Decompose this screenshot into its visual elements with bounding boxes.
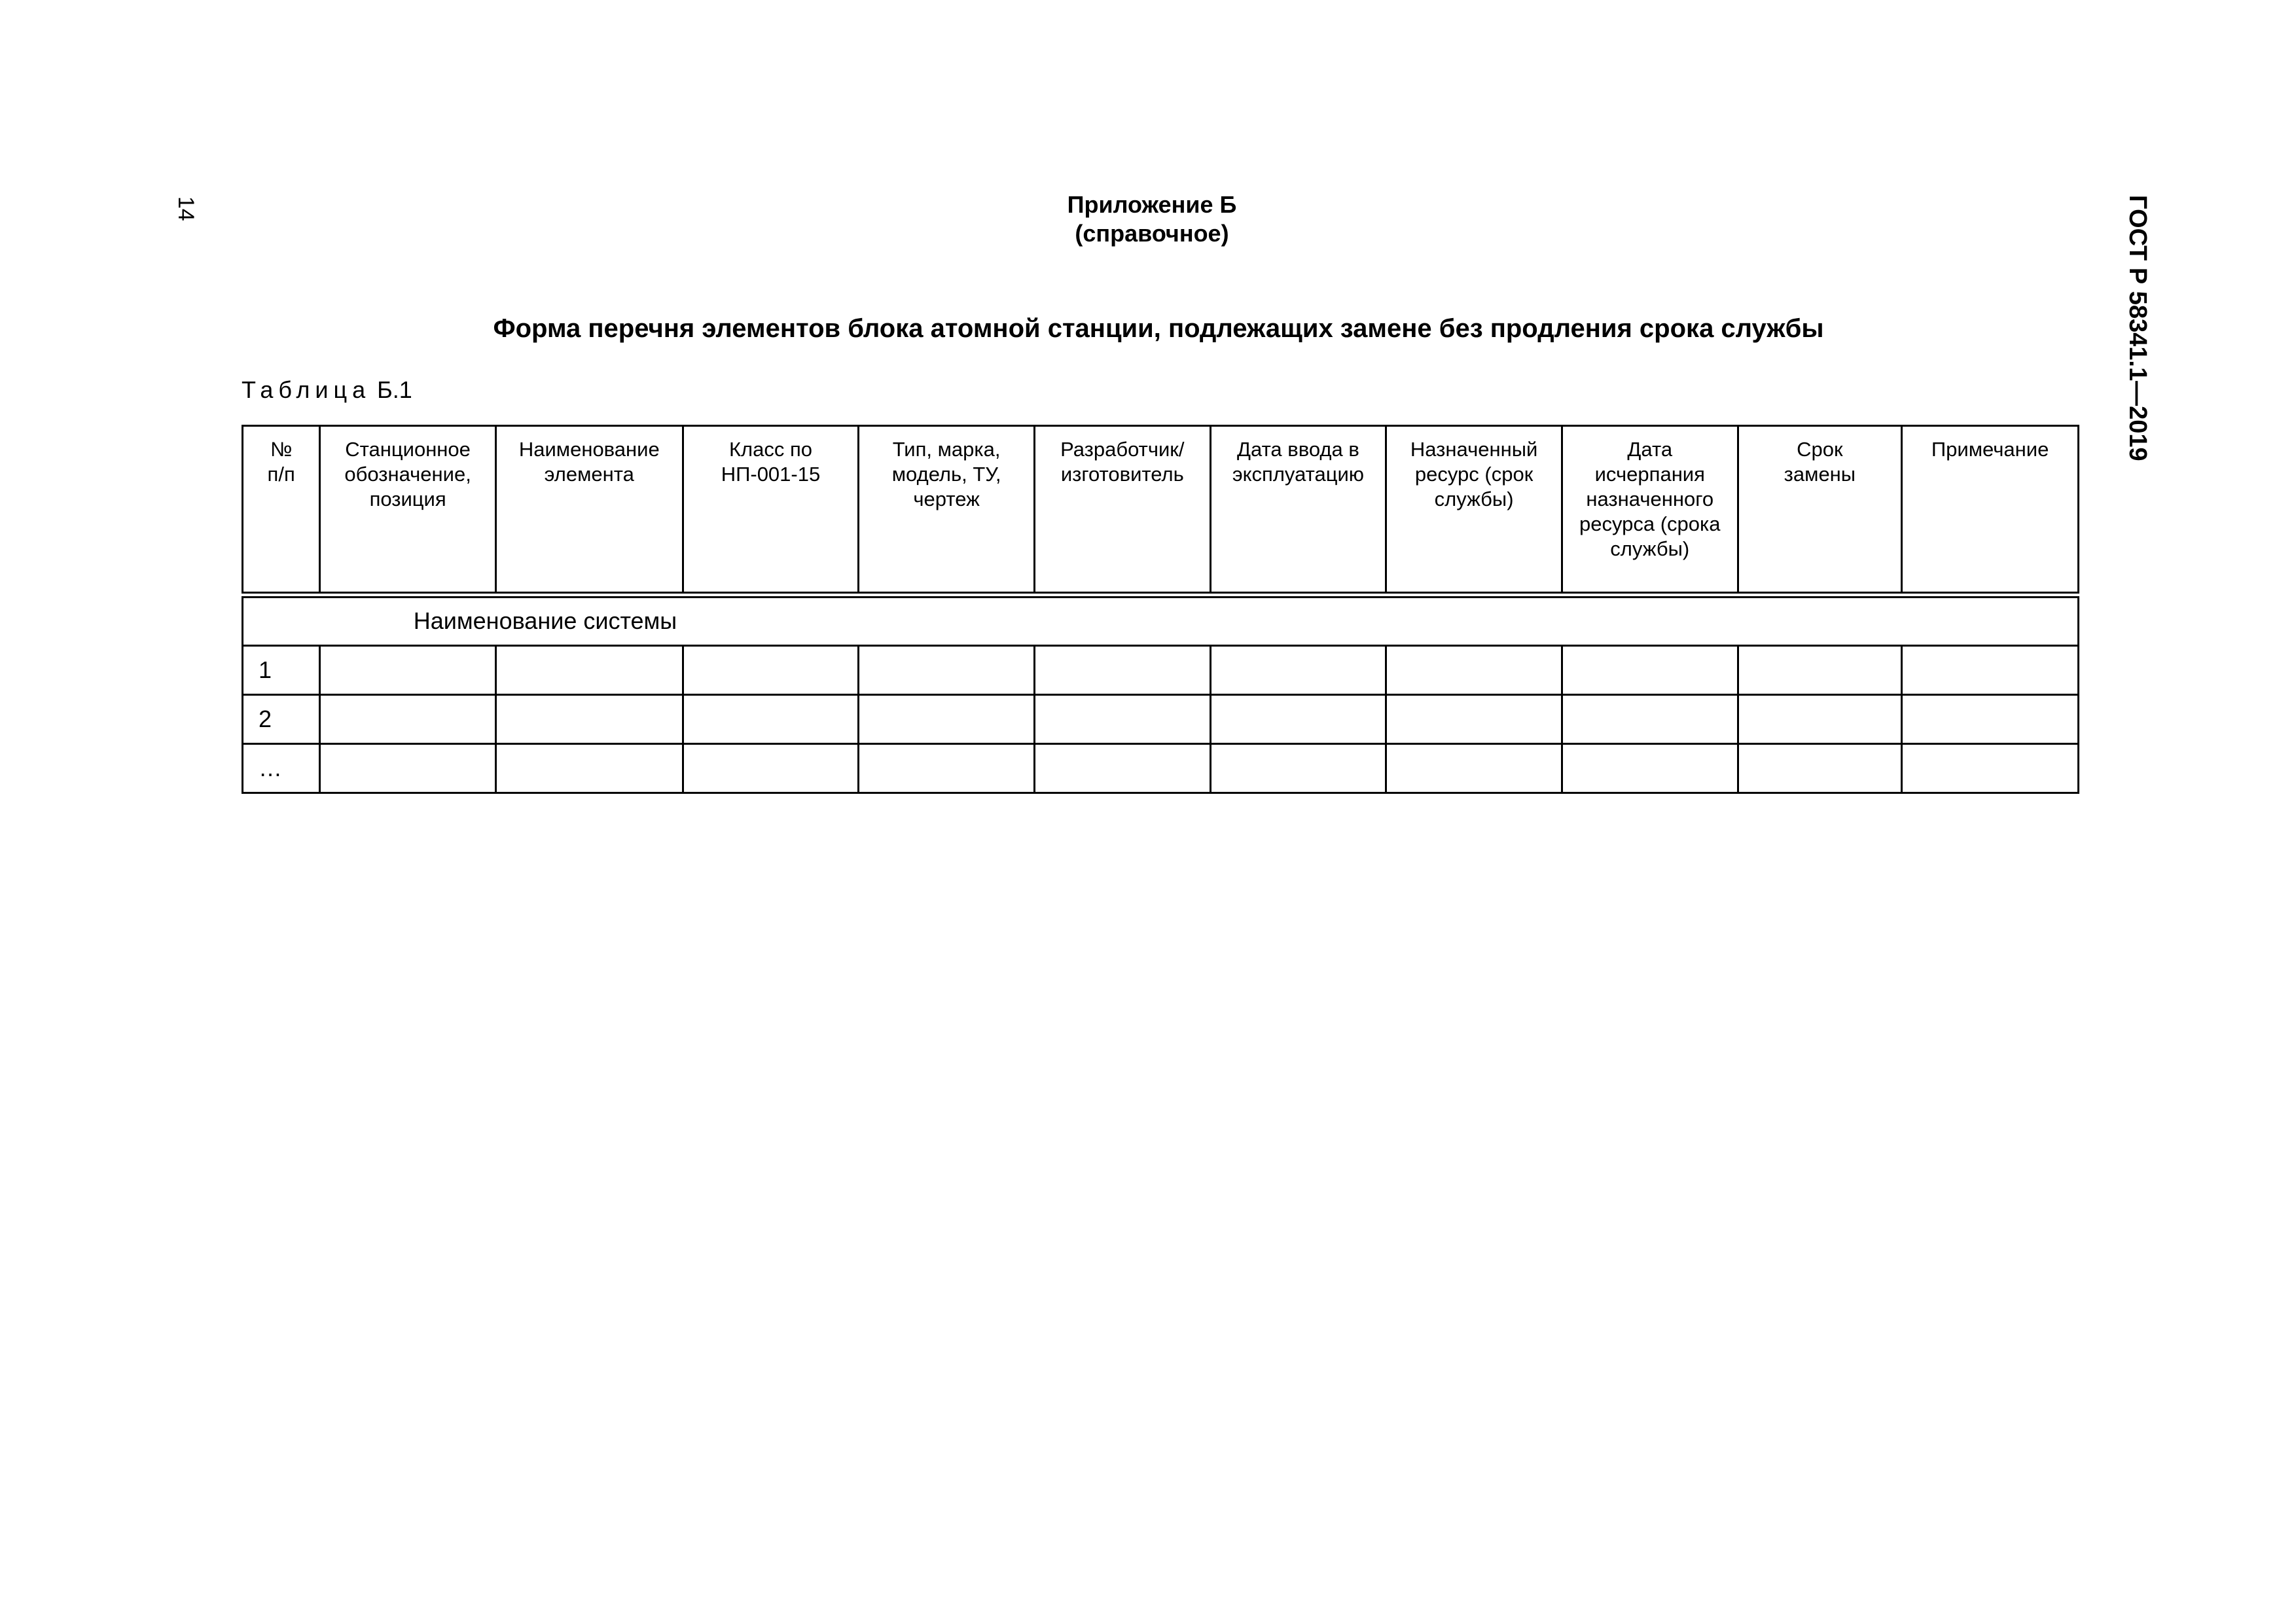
table-row	[243, 695, 2079, 744]
table-cell	[1210, 744, 1386, 793]
header-class-label: Класс по НП-001-15	[721, 438, 821, 486]
table-caption-word: Таблица	[242, 376, 371, 403]
row-number: …	[243, 744, 320, 793]
header-element-name-label: Наименование элемента	[518, 438, 660, 486]
header-commissioning-date-label: Дата ввода в эксплуатацию	[1232, 438, 1365, 486]
table-row	[243, 744, 2079, 793]
table-cell	[1738, 646, 1902, 695]
header-assigned-resource-label: Назначенный ресурс (срок службы)	[1410, 438, 1538, 510]
header-type-label: Тип, марка, модель, ТУ, чертеж	[891, 438, 1001, 510]
table-cell	[1210, 646, 1386, 695]
header-developer-label: Разработчик/ изготовитель	[1060, 438, 1185, 486]
table-cell	[1386, 744, 1562, 793]
section-row	[243, 595, 2079, 646]
table-cell	[1738, 695, 1902, 744]
table-row	[243, 646, 2079, 695]
header-replacement-date-label: Срок замены	[1784, 438, 1856, 486]
table-cell	[320, 695, 496, 744]
header-type	[859, 426, 1035, 595]
row-number: 2	[243, 695, 320, 744]
table-cell	[1902, 744, 2079, 793]
table-cell	[859, 695, 1035, 744]
table-cell	[859, 646, 1035, 695]
section-number-cell	[243, 595, 320, 646]
header-station-designation-label: Станционное обозначение, позиция	[344, 438, 471, 510]
elements-table	[242, 425, 2079, 794]
header-class	[683, 426, 859, 595]
table-cell	[683, 744, 859, 793]
table-cell	[1562, 744, 1738, 793]
header-number	[243, 426, 320, 595]
table-cell	[1902, 646, 2079, 695]
header-station-designation	[320, 426, 496, 595]
table-cell	[683, 646, 859, 695]
table-cell	[1738, 744, 1902, 793]
table-caption	[242, 376, 412, 404]
table-cell	[859, 744, 1035, 793]
table-cell	[1562, 646, 1738, 695]
table-cell	[1034, 744, 1210, 793]
form-title: Форма перечня элементов блока атомной станции, подлежащих замене без продления срока службы	[493, 314, 1824, 343]
table-cell	[495, 646, 683, 695]
header-assigned-resource	[1386, 426, 1562, 595]
row-number: 1	[243, 646, 320, 695]
section-label: Наименование системы	[320, 595, 2079, 646]
table-cell	[1034, 695, 1210, 744]
appendix-type: (справочное)	[1075, 220, 1229, 247]
table-cell	[1034, 646, 1210, 695]
table-caption-number: Б.1	[377, 376, 412, 403]
appendix-title: Приложение Б	[1067, 191, 1237, 218]
table-cell	[1562, 695, 1738, 744]
table-cell	[1902, 695, 2079, 744]
page-number: 14	[173, 196, 198, 221]
table-cell	[320, 646, 496, 695]
header-element-name	[495, 426, 683, 595]
document-code: ГОСТ Р 58341.1—2019	[2124, 195, 2151, 461]
header-resource-expiry-date-label: Дата исчерпания назначенного ресурса (срока службы)	[1579, 438, 1721, 560]
header-developer	[1034, 426, 1210, 595]
header-commissioning-date	[1210, 426, 1386, 595]
table-cell	[320, 744, 496, 793]
table-header-row	[243, 426, 2079, 595]
table-cell	[1386, 646, 1562, 695]
header-note	[1902, 426, 2079, 595]
table-cell	[1210, 695, 1386, 744]
table-cell	[495, 695, 683, 744]
table-cell	[683, 695, 859, 744]
table-cell	[1386, 695, 1562, 744]
header-number-label: № п/п	[267, 438, 295, 486]
header-note-label: Примечание	[1931, 438, 2049, 461]
header-replacement-date	[1738, 426, 1902, 595]
table-cell	[495, 744, 683, 793]
header-resource-expiry-date	[1562, 426, 1738, 595]
